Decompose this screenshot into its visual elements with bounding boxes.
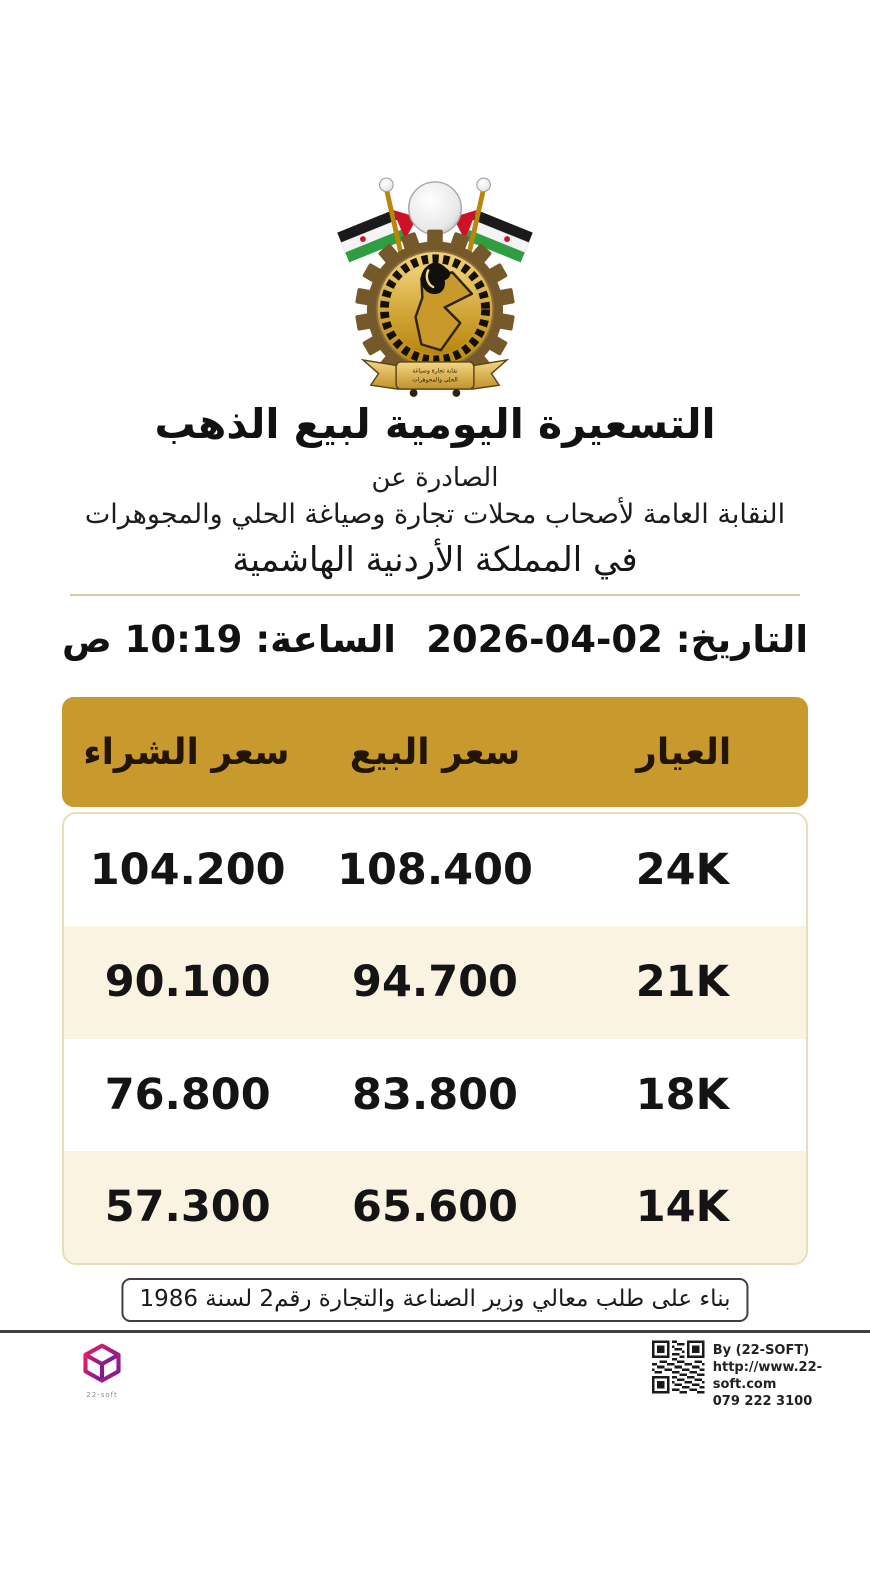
vendor-phone: 079 222 3100 <box>712 1394 813 1409</box>
price-table-row <box>64 1039 806 1151</box>
issued-by-line: الصادرة عن <box>371 463 499 493</box>
date-value: التاريخ: 02-04-2026 <box>426 618 808 661</box>
sell-price-cell: 108.400 <box>337 845 533 896</box>
karat-cell: 21K <box>635 957 729 1008</box>
datetime-row <box>62 618 808 661</box>
karat-cell: 18K <box>635 1069 729 1120</box>
sell-price-cell: 65.600 <box>352 1181 518 1232</box>
vendor-url: http://www.22-soft.com <box>712 1360 823 1392</box>
karat-cell: 24K <box>635 845 729 896</box>
silver-orb <box>409 182 462 235</box>
buy-price-cell: 57.300 <box>104 1181 271 1232</box>
buy-price-cell: 90.100 <box>104 957 271 1008</box>
vendor-block <box>652 1338 870 1410</box>
price-table-row <box>64 926 806 1038</box>
page-title: التسعيرة اليومية لبيع الذهب <box>154 400 716 448</box>
section-divider <box>70 594 800 596</box>
column-header-buy: سعر الشراء <box>83 731 290 773</box>
syndicate-emblem-logo <box>328 168 542 404</box>
svg-text:نقابة تجارة وصياغة: نقابة تجارة وصياغة <box>412 368 458 375</box>
software-logo-label: 22-soft <box>86 1391 118 1399</box>
qr-code <box>652 1338 705 1396</box>
country-line: في المملكة الأردنية الهاشمية <box>232 540 638 580</box>
column-header-sell: سعر البيع <box>349 731 521 773</box>
cube-logo-icon <box>80 1342 124 1386</box>
organization-line: النقابة العامة لأصحاب محلات تجارة وصياغة الحلي والمجوهرات <box>84 499 786 530</box>
sell-price-cell: 83.800 <box>352 1069 518 1120</box>
price-table-row <box>64 814 806 926</box>
svg-text:الحلي والمجوهرات: الحلي والمجوهرات <box>412 377 458 384</box>
price-table-header <box>62 697 808 807</box>
software-logo-block <box>76 1342 128 1399</box>
price-table-body <box>62 812 808 1265</box>
ribbon-banner <box>363 360 507 397</box>
ministerial-note: بناء على طلب معالي وزير الصناعة والتجارة رقم2 لسنة 1986 <box>121 1278 748 1322</box>
price-table-row <box>64 1151 806 1263</box>
time-value: الساعة: 10:19 ص <box>62 618 396 661</box>
footer-divider <box>0 1330 870 1333</box>
vendor-brand: By (22-SOFT) <box>712 1343 810 1358</box>
buy-price-cell: 104.200 <box>89 845 286 896</box>
karat-cell: 14K <box>635 1181 729 1232</box>
sell-price-cell: 94.700 <box>352 957 518 1008</box>
column-header-karat: العيار <box>636 731 732 773</box>
buy-price-cell: 76.800 <box>104 1069 271 1120</box>
